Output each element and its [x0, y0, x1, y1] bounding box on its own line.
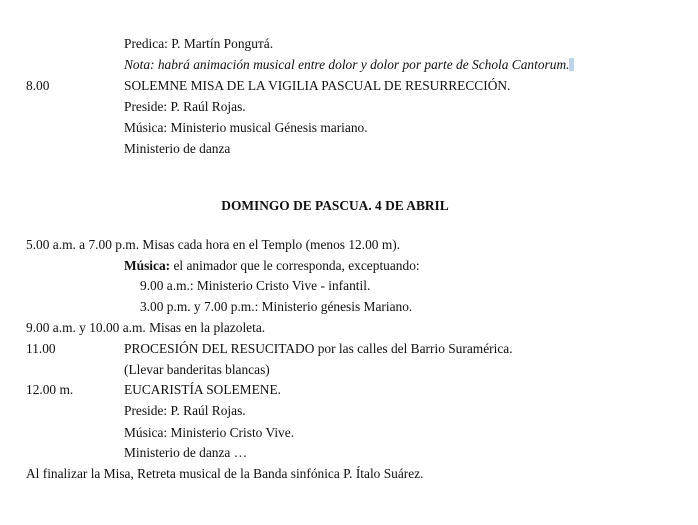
- exception-2: 3.00 p.m. y 7.00 p.m.: Ministerio génesis Mariano.: [140, 299, 413, 314]
- procession-time: 11.00: [26, 341, 56, 356]
- note-text: Nota: habrá animación musical entre dolor y dolor por parte de Schola Cantorum.: [124, 57, 570, 72]
- music-rule-line: [124, 258, 420, 274]
- vigil-presider: Preside: P. Raúl Rojas.: [124, 99, 246, 114]
- vigil-music: Música: Ministerio musical Génesis mariano.: [124, 120, 368, 135]
- note-line: [124, 57, 574, 73]
- text-cursor: [569, 58, 574, 71]
- section-heading: DOMINGO DE PASCUA. 4 DE ABRIL: [221, 198, 449, 213]
- vigil-mass-title: SOLEMNE MISA DE LA VIGILIA PASCUAL DE RESURRECCIÓN.: [124, 78, 511, 93]
- preacher-line: Predica: P. Martín Ponguтá.: [124, 36, 274, 51]
- music-rule-text: el animador que le corresponda, exceptuando:: [170, 258, 420, 273]
- eucharist-time: 12.00 m.: [26, 382, 74, 397]
- eucharist-music: Música: Ministerio Cristo Vive.: [124, 425, 295, 440]
- eucharist-dance: Ministerio de danza …: [124, 445, 248, 460]
- plaza-masses-line: 9.00 a.m. y 10.00 a.m. Misas en la plazoleta.: [26, 320, 266, 335]
- vigil-dance: Ministerio de danza: [124, 141, 231, 156]
- temple-masses-line: 5.00 a.m. a 7.00 p.m. Misas cada hora en el Templo (menos 12.00 m).: [26, 237, 401, 252]
- closing-line: Al finalizar la Misa, Retreta musical de la Banda sinfónica P. Ítalo Suárez.: [26, 466, 424, 481]
- procession-note: (Llevar banderitas blancas): [124, 362, 270, 377]
- music-label: Música:: [124, 258, 171, 273]
- exception-1: 9.00 a.m.: Ministerio Cristo Vive - infantil.: [140, 278, 371, 293]
- vigil-mass-time: 8.00: [26, 78, 50, 93]
- procession-title: PROCESIÓN DEL RESUCITADO por las calles del Barrio Suramérica.: [124, 341, 513, 356]
- eucharist-presider: Preside: P. Raúl Rojas.: [124, 403, 246, 418]
- eucharist-title: EUCARISTÍA SOLEMENE.: [124, 382, 281, 397]
